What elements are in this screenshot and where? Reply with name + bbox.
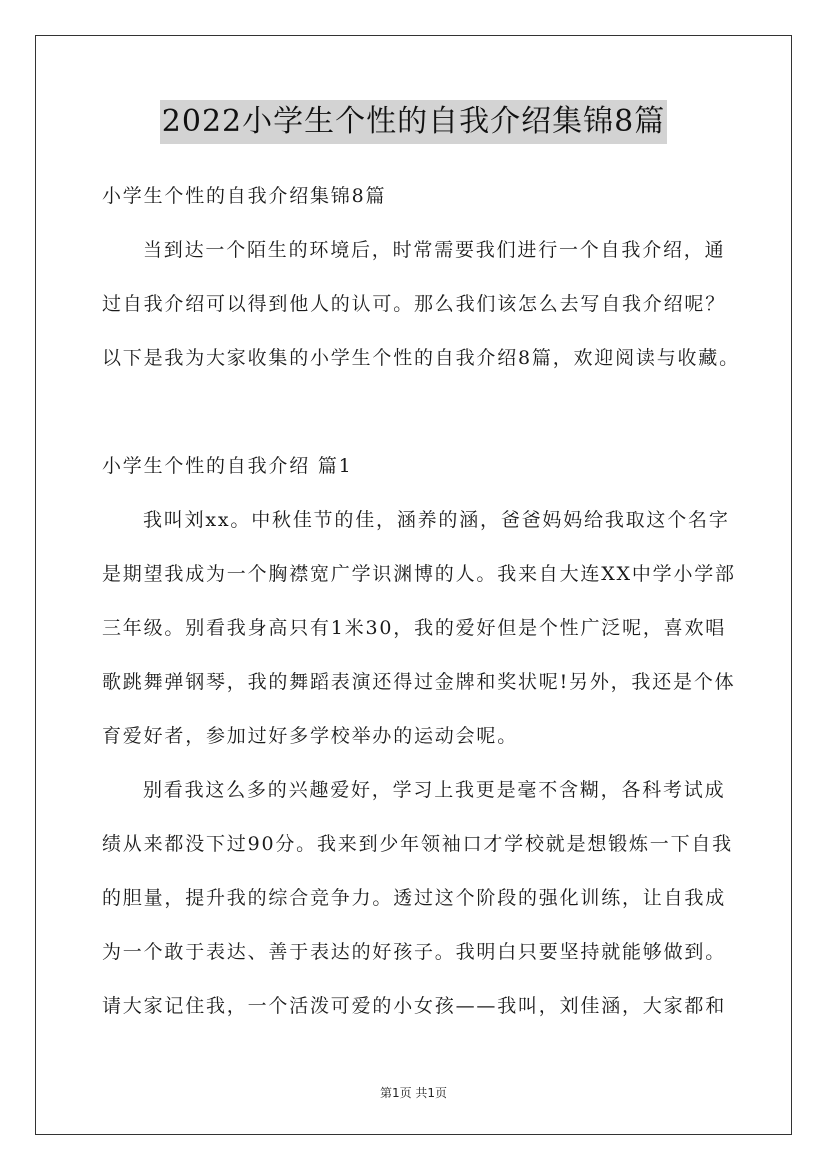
paragraph-line: 育爱好者，参加过好多学校举办的运动会呢。: [102, 725, 519, 747]
paragraph-line: 绩从来都没下过90分。我来到少年领袖口才学校就是想锻炼一下自我: [102, 833, 733, 855]
paragraph-line: 请大家记住我，一个活泼可爱的小女孩——我叫，刘佳涵，大家都和: [102, 995, 727, 1017]
page-number-footer: 第1页 共1页: [379, 1086, 448, 1100]
paragraph-line: 是期望我成为一个胸襟宽广学识渊博的人。我来自大连XX中学小学部: [102, 563, 736, 585]
paragraph-line: 别看我这么多的兴趣爱好，学习上我更是毫不含糊，各科考试成: [143, 779, 726, 801]
document-title: 2022小学生个性的自我介绍集锦8篇: [160, 100, 667, 144]
section-heading: 小学生个性的自我介绍 篇1: [102, 455, 353, 477]
paragraph-line: 我叫刘xx。中秋佳节的佳，涵养的涵，爸爸妈妈给我取这个名字: [143, 509, 730, 531]
intro-line: 当到达一个陌生的环境后，时常需要我们进行一个自我介绍，通: [143, 239, 726, 261]
intro-line: 过自我介绍可以得到他人的认可。那么我们该怎么去写自我介绍呢？: [102, 293, 727, 315]
title-container: [0, 100, 827, 144]
paragraph-line: 三年级。别看我身高只有1米30，我的爱好但是个性广泛呢，喜欢唱: [102, 617, 727, 639]
paragraph-line: 歌跳舞弹钢琴，我的舞蹈表演还得过金牌和奖状呢!另外，我还是个体: [102, 671, 736, 693]
intro-line: 以下是我为大家收集的小学生个性的自我介绍8篇，欢迎阅读与收藏。: [102, 347, 740, 369]
paragraph-line: 的胆量，提升我的综合竞争力。透过这个阶段的强化训练，让自我成: [102, 887, 727, 909]
document-subtitle: 小学生个性的自我介绍集锦8篇: [102, 185, 387, 207]
paragraph-line: 为一个敢于表达、善于表达的好孩子。我明白只要坚持就能够做到。: [102, 941, 727, 963]
